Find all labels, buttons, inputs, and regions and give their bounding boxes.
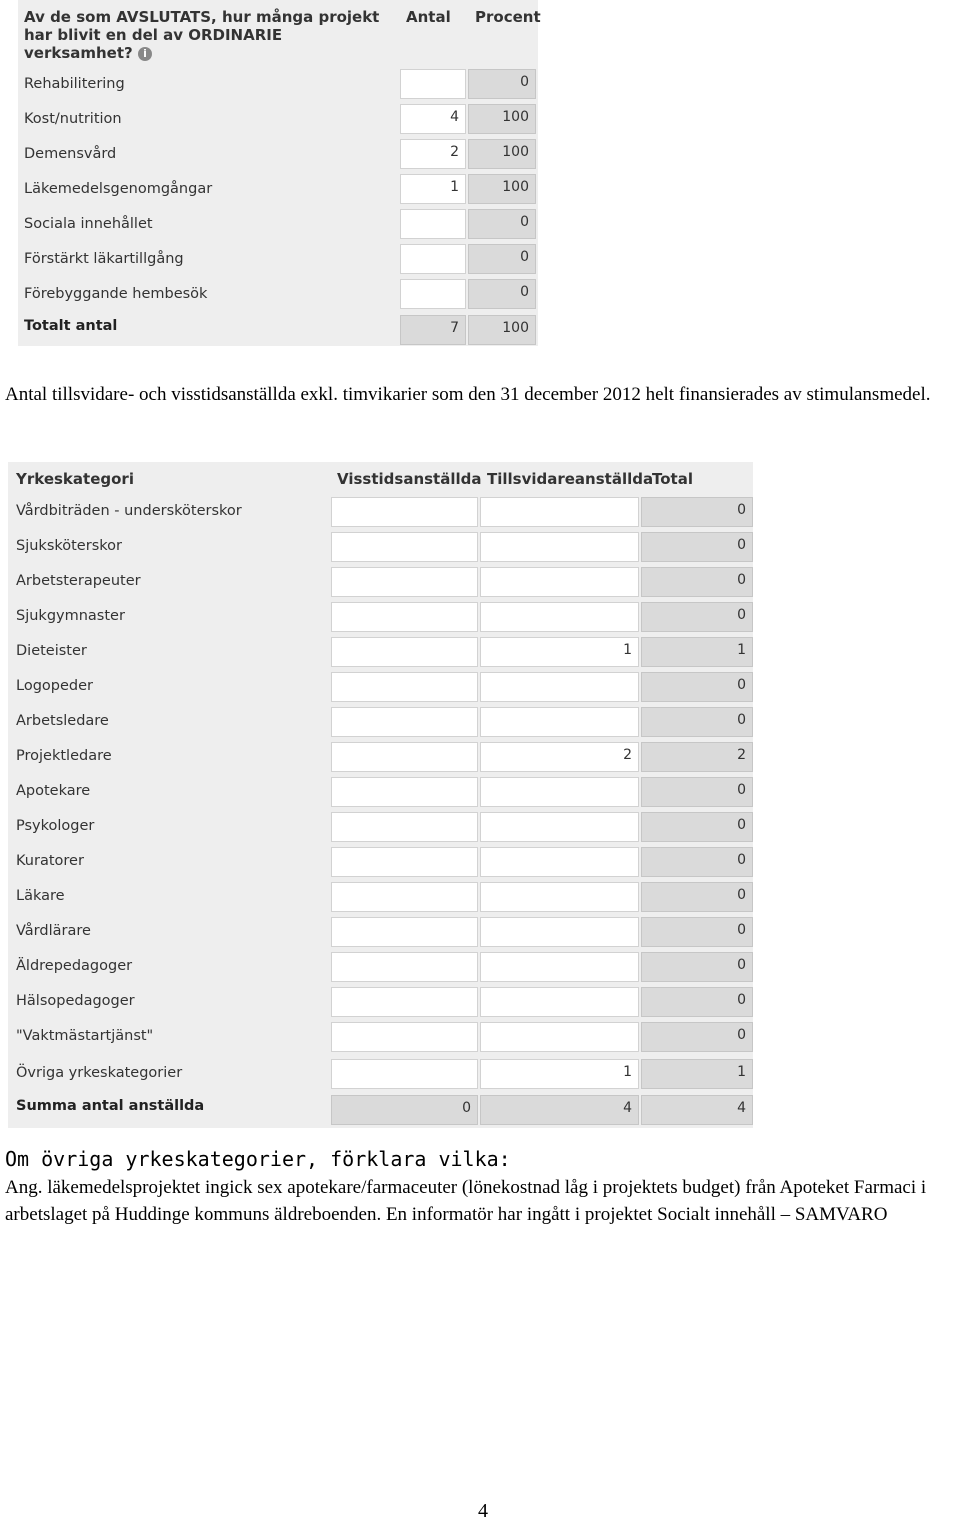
- antal-input[interactable]: [400, 209, 466, 239]
- table2-row: [8, 672, 753, 702]
- total-value: 0: [641, 567, 753, 597]
- col-header-procent: Procent: [475, 8, 541, 26]
- tillsvidare-input[interactable]: [480, 847, 639, 877]
- col-header-total: Total: [652, 470, 693, 488]
- intro-paragraph: Antal tillsvidare- och visstidsanställda exkl. timvikarier som den 31 december 2012 helt finansierades av stimulansmedel.: [5, 384, 931, 405]
- table2-row: [8, 1022, 753, 1052]
- antal-input[interactable]: 1: [400, 174, 466, 204]
- table2-row: [8, 882, 753, 912]
- total-value: 0: [641, 987, 753, 1017]
- visstid-input[interactable]: [331, 777, 478, 807]
- procent-value: 100: [468, 139, 536, 169]
- col-header-tillsvidare: Tillsvidareanställda: [487, 470, 654, 488]
- total-value: 2: [641, 742, 753, 772]
- completed-projects-table: [18, 0, 541, 346]
- row-label: Rehabilitering: [24, 76, 125, 92]
- other-categories-answer: Ang. läkemedelsprojektet ingick sex apotekare/farmaceuter (lönekostnad låg i projektets budget) från Apoteket Farmaci i arbetslaget på Huddinge kommuns äldreboenden. En informatör har ingått i projektet Socialt innehåll – SAMVARO: [5, 1177, 927, 1225]
- row-label: Övriga yrkeskategorier: [16, 1065, 183, 1081]
- tillsvidare-input[interactable]: [480, 602, 639, 632]
- antal-input[interactable]: [400, 244, 466, 274]
- table2-row: [8, 777, 753, 807]
- visstid-input[interactable]: [331, 987, 478, 1017]
- tillsvidare-input[interactable]: [480, 952, 639, 982]
- total-value: 0: [641, 812, 753, 842]
- total-value: 1: [641, 1059, 753, 1089]
- table1-row: [18, 69, 538, 99]
- row-label: Kost/nutrition: [24, 111, 122, 127]
- sum-tillsvidare-value: 4: [480, 1095, 639, 1125]
- procent-value: 0: [468, 209, 536, 239]
- table2-row: [8, 497, 753, 527]
- visstid-input[interactable]: [331, 497, 478, 527]
- row-label: Sjuksköterskor: [16, 538, 122, 554]
- visstid-input[interactable]: [331, 882, 478, 912]
- table1-row: [18, 209, 538, 239]
- visstid-input[interactable]: [331, 672, 478, 702]
- table2-row: [8, 987, 753, 1017]
- tillsvidare-input[interactable]: [480, 987, 639, 1017]
- total-value: 0: [641, 847, 753, 877]
- total-value: 0: [641, 1022, 753, 1052]
- visstid-input[interactable]: [331, 917, 478, 947]
- table1-row: [18, 174, 538, 204]
- row-label: Vårdbiträden - undersköterskor: [16, 503, 242, 519]
- table2-row: [8, 917, 753, 947]
- visstid-input[interactable]: [331, 1059, 478, 1089]
- procent-value: 0: [468, 69, 536, 99]
- antal-input[interactable]: [400, 279, 466, 309]
- visstid-input[interactable]: [331, 532, 478, 562]
- col-header-antal: Antal: [406, 8, 451, 26]
- row-label: Arbetsterapeuter: [16, 573, 141, 589]
- tillsvidare-input[interactable]: [480, 777, 639, 807]
- table1-question-line-3: verksamhet?: [24, 44, 133, 62]
- tillsvidare-input[interactable]: 1: [480, 1059, 639, 1089]
- table2-row: [8, 707, 753, 737]
- table2-row: [8, 602, 753, 632]
- tillsvidare-input[interactable]: [480, 672, 639, 702]
- sum-label: Summa antal anställda: [16, 1098, 205, 1114]
- total-value: 1: [641, 637, 753, 667]
- row-label: Psykologer: [16, 818, 95, 834]
- total-procent-value: 100: [468, 315, 536, 345]
- visstid-input[interactable]: [331, 602, 478, 632]
- tillsvidare-input[interactable]: 1: [480, 637, 639, 667]
- table2-row: [8, 847, 753, 877]
- visstid-input[interactable]: [331, 812, 478, 842]
- procent-value: 0: [468, 279, 536, 309]
- row-label: Projektledare: [16, 748, 112, 764]
- tillsvidare-input[interactable]: [480, 882, 639, 912]
- tillsvidare-input[interactable]: [480, 567, 639, 597]
- tillsvidare-input[interactable]: [480, 532, 639, 562]
- table2-row: [8, 637, 753, 667]
- row-label: Läkemedelsgenomgångar: [24, 181, 213, 197]
- table1-total-row: [18, 315, 538, 345]
- row-label: Förstärkt läkartillgång: [24, 251, 184, 267]
- visstid-input[interactable]: [331, 742, 478, 772]
- antal-input[interactable]: [400, 69, 466, 99]
- table1-row: [18, 279, 538, 309]
- visstid-input[interactable]: [331, 847, 478, 877]
- visstid-input[interactable]: [331, 952, 478, 982]
- table2-row: [8, 812, 753, 842]
- tillsvidare-input[interactable]: [480, 1022, 639, 1052]
- row-label: Arbetsledare: [16, 713, 109, 729]
- page-number: 4: [478, 1500, 488, 1522]
- col-header-visstid: Visstidsanställda: [337, 470, 482, 488]
- row-label: Dieteister: [16, 643, 87, 659]
- total-value: 0: [641, 497, 753, 527]
- total-value: 0: [641, 917, 753, 947]
- other-categories-question: Om övriga yrkeskategorier, förklara vilka:: [5, 1147, 511, 1171]
- table2-row: [8, 567, 753, 597]
- total-value: 0: [641, 952, 753, 982]
- visstid-input[interactable]: [331, 567, 478, 597]
- procent-value: 100: [468, 104, 536, 134]
- tillsvidare-input[interactable]: [480, 497, 639, 527]
- table2-row: [8, 532, 753, 562]
- row-label: Logopeder: [16, 678, 93, 694]
- tillsvidare-input[interactable]: [480, 707, 639, 737]
- total-antal-value: 7: [400, 315, 466, 345]
- tillsvidare-input[interactable]: 2: [480, 742, 639, 772]
- total-value: 0: [641, 602, 753, 632]
- visstid-input[interactable]: [331, 637, 478, 667]
- total-label: Totalt antal: [24, 318, 118, 334]
- row-label: Läkare: [16, 888, 65, 904]
- table1-row: [18, 104, 538, 134]
- table1-question: [24, 8, 394, 62]
- sum-visstid-value: 0: [331, 1095, 478, 1125]
- total-value: 0: [641, 882, 753, 912]
- tillsvidare-input[interactable]: [480, 917, 639, 947]
- table1-row: [18, 244, 538, 274]
- table2-row: [8, 1059, 753, 1089]
- total-value: 0: [641, 707, 753, 737]
- row-label: Demensvård: [24, 146, 117, 162]
- row-label: Förebyggande hembesök: [24, 286, 208, 302]
- row-label: "Vaktmästartjänst": [16, 1028, 154, 1044]
- table2-row: [8, 952, 753, 982]
- row-label: Hälsopedagoger: [16, 993, 135, 1009]
- row-label: Vårdlärare: [16, 923, 91, 939]
- row-label: Kuratorer: [16, 853, 84, 869]
- table1-question-line-2: har blivit en del av ORDINARIE: [24, 26, 283, 44]
- tillsvidare-input[interactable]: [480, 812, 639, 842]
- row-label: Sociala innehållet: [24, 216, 153, 232]
- row-label: Sjukgymnaster: [16, 608, 125, 624]
- info-icon[interactable]: i: [138, 47, 152, 61]
- table1-question-line-1: Av de som AVSLUTATS, hur många projekt: [24, 8, 380, 26]
- total-value: 0: [641, 532, 753, 562]
- total-value: 0: [641, 672, 753, 702]
- visstid-input[interactable]: [331, 1022, 478, 1052]
- antal-input[interactable]: 2: [400, 139, 466, 169]
- sum-total-value: 4: [641, 1095, 753, 1125]
- row-label: Apotekare: [16, 783, 91, 799]
- total-value: 0: [641, 777, 753, 807]
- table2-sum-row: [8, 1095, 753, 1125]
- table1-row: [18, 139, 538, 169]
- procent-value: 100: [468, 174, 536, 204]
- row-label: Äldrepedagoger: [16, 958, 133, 974]
- table2-row: [8, 742, 753, 772]
- procent-value: 0: [468, 244, 536, 274]
- staff-category-table: [8, 462, 753, 1128]
- antal-input[interactable]: 4: [400, 104, 466, 134]
- col-header-category: Yrkeskategori: [16, 470, 134, 488]
- visstid-input[interactable]: [331, 707, 478, 737]
